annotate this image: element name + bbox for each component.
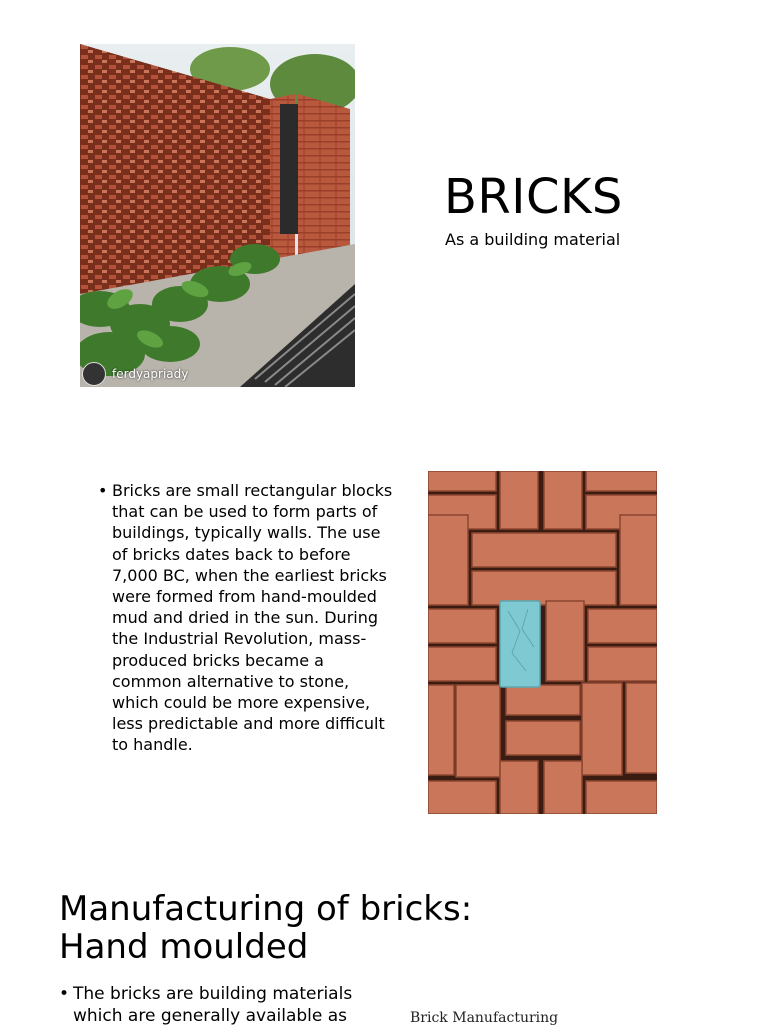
slide-subtitle: As a building material <box>445 230 621 249</box>
brick-wall-photo <box>80 44 355 387</box>
image-caption: Brick Manufacturing <box>410 1010 559 1026</box>
glazed-brick <box>500 601 540 687</box>
section-heading-line1: Manufacturing of bricks: <box>59 889 473 929</box>
bullet-text-2: The bricks are building materials which are generally available as <box>73 984 353 1026</box>
brick-wall-image <box>80 44 355 387</box>
photo-credit-name: ferdyapriady <box>112 367 189 381</box>
section-heading <box>59 890 559 966</box>
photo-credit <box>80 361 188 387</box>
bullet-dot: • <box>59 984 70 1004</box>
bullet-paragraph <box>98 480 398 756</box>
bullet-paragraph-2 <box>59 984 369 1027</box>
bullet-dot: • <box>98 481 108 500</box>
brick-closeup-image <box>428 471 657 814</box>
bullet-text: Bricks are small rectangular blocks that can be used to form parts of buildings, typically walls. The use of bricks dates back to before 7,000 BC, when the earliest bricks were formed from hand-moulded mud and dried in the sun. During the Industrial Revolution, mass-produced bricks became a common alternative to stone, which could be more expensive, less predictable and more difficult to handle. <box>112 481 393 755</box>
brick-closeup-photo <box>428 471 657 814</box>
section-heading-line2: Hand moulded <box>59 927 309 967</box>
avatar <box>82 362 106 386</box>
slide-title: BRICKS <box>444 169 623 225</box>
